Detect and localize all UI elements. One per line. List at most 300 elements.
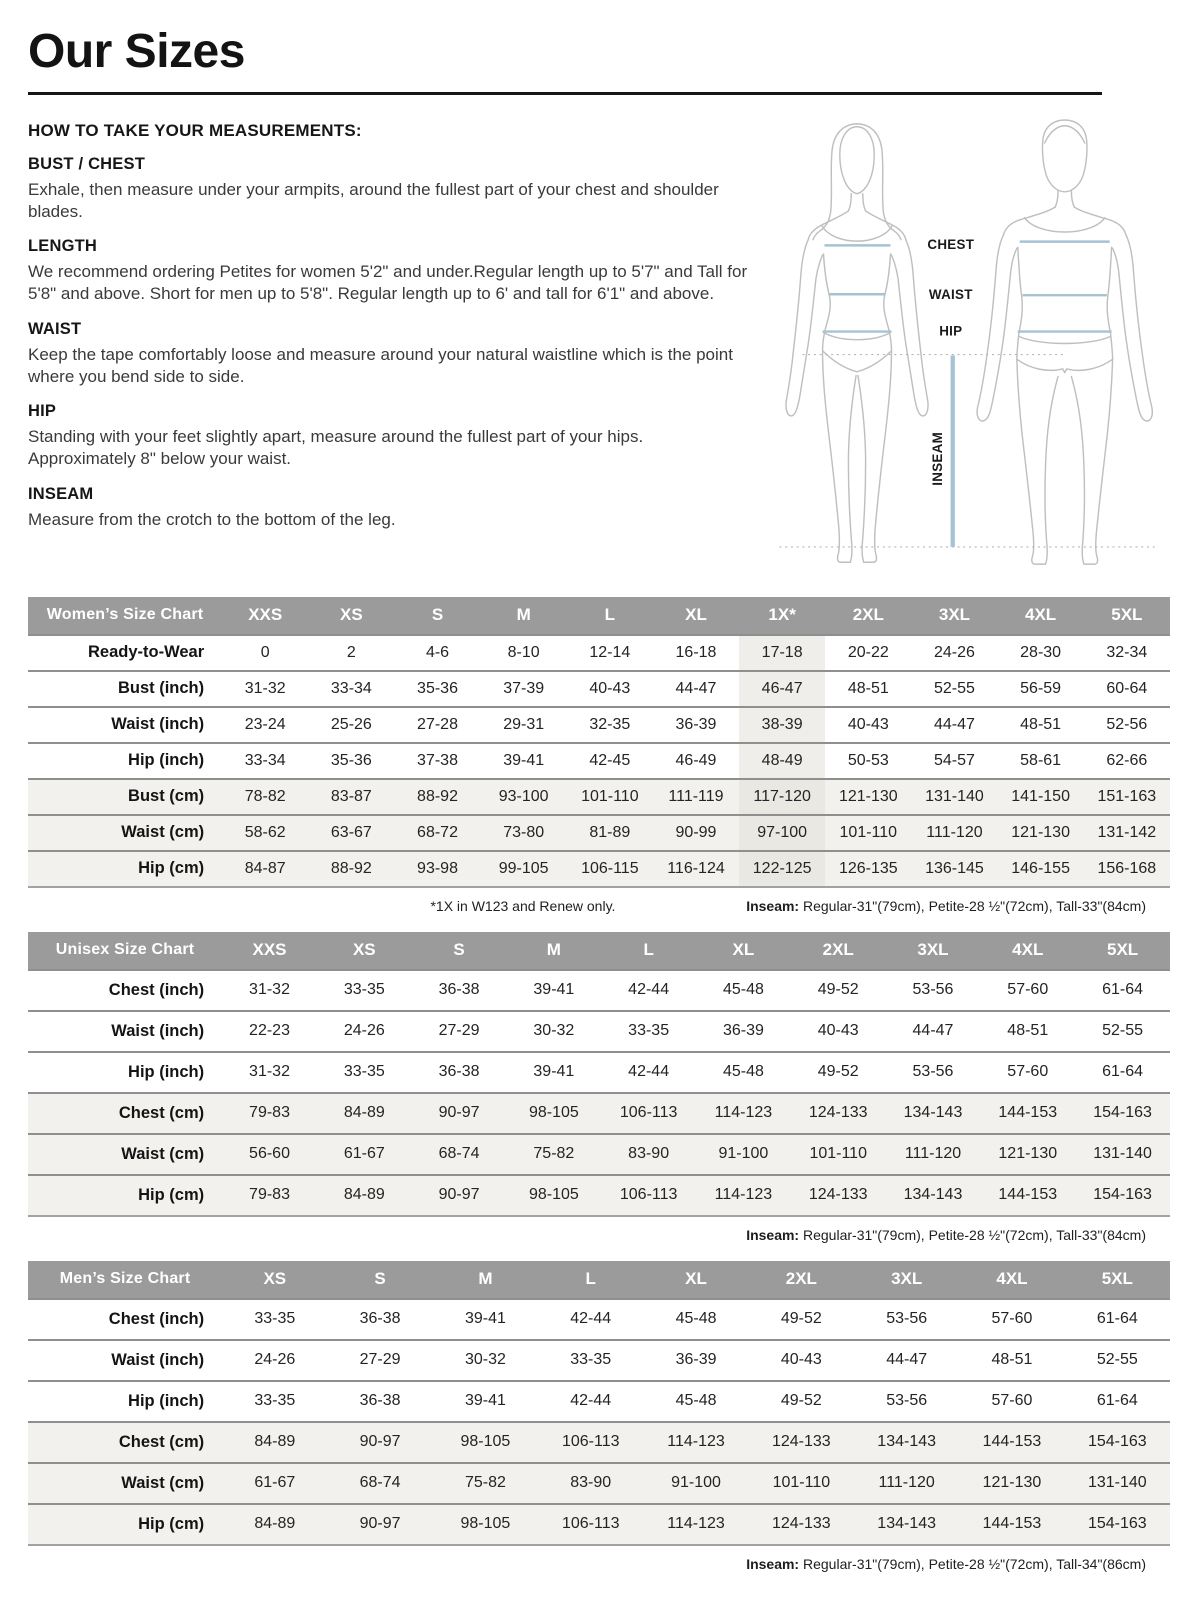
row-label: Waist (inch) [111, 715, 205, 734]
size-cell: 25-26 [330, 715, 372, 733]
size-cell: 33-35 [254, 1310, 296, 1328]
column-header: M [506, 932, 601, 970]
size-cell: 42-45 [589, 751, 631, 769]
size-cell: 126-135 [838, 859, 898, 877]
size-cell: 131-142 [1097, 823, 1157, 841]
column-header: XL [643, 1261, 748, 1299]
size-cell: 52-55 [1096, 1351, 1138, 1369]
size-cell: 144-153 [998, 1186, 1058, 1204]
column-header: 3XL [854, 1261, 959, 1299]
size-cell: 63-67 [330, 823, 372, 841]
onex-footnote: *1X in W123 and Renew only. [430, 897, 616, 914]
size-cell: 46-47 [739, 671, 825, 707]
column-header: 2XL [825, 597, 911, 635]
size-cell: 101-110 [809, 1145, 867, 1163]
size-cell: 106-113 [619, 1104, 678, 1122]
size-cell: 38-39 [739, 707, 825, 743]
size-cell: 136-145 [925, 859, 984, 877]
size-cell: 144-153 [982, 1515, 1042, 1533]
row-label: Hip (cm) [138, 1514, 205, 1533]
column-header: S [327, 1261, 432, 1299]
mens-size-table [28, 1261, 1170, 1546]
column-header: XL [696, 932, 791, 970]
mens-table-footnotes [28, 1556, 1146, 1572]
column-header: XXS [222, 932, 317, 970]
size-cell: 40-43 [847, 715, 889, 733]
section-title: LENGTH [28, 237, 98, 256]
womens-size-table [28, 597, 1170, 888]
size-cell: 39-41 [533, 1063, 575, 1081]
column-header: 1X* [739, 597, 825, 635]
table-row [28, 1134, 1170, 1175]
unisex-size-chart-block [28, 932, 1170, 1243]
inseam-footnote-label: Inseam: [746, 1555, 800, 1572]
size-cell: 81-89 [589, 823, 631, 841]
measurement-section-inseam [28, 485, 754, 531]
size-cell: 36-39 [675, 715, 717, 733]
size-cell: 151-163 [1097, 787, 1157, 805]
size-cell: 90-99 [675, 823, 717, 841]
size-cell: 84-89 [254, 1515, 296, 1533]
size-cell: 24-26 [254, 1351, 296, 1369]
table-row [28, 1052, 1170, 1093]
size-cell: 68-74 [438, 1145, 480, 1163]
column-header: 3XL [886, 932, 981, 970]
size-cell: 144-153 [982, 1433, 1042, 1451]
size-cell: 45-48 [675, 1310, 717, 1328]
size-cell: 40-43 [780, 1351, 822, 1369]
table-row [28, 1175, 1170, 1216]
size-cell: 27-29 [359, 1351, 401, 1369]
row-label: Chest (cm) [118, 1103, 205, 1122]
inseam-footnote-label: Inseam: [746, 897, 800, 914]
size-cell: 88-92 [330, 859, 372, 877]
inseam-footnote-text: Regular-31"(79cm), Petite-28 ½"(72cm), Tall-33"(84cm) [799, 897, 1146, 914]
size-cell: 39-41 [464, 1392, 506, 1410]
size-cell: 134-143 [903, 1104, 963, 1122]
size-cell: 44-47 [675, 679, 717, 697]
table-row [28, 970, 1170, 1011]
size-cell: 54-57 [933, 751, 975, 769]
inseam-footnote [746, 1556, 1146, 1572]
column-header: L [567, 597, 653, 635]
table-title: Unisex Size Chart [28, 932, 222, 970]
size-cell: 131-140 [1087, 1474, 1147, 1492]
table-row [28, 743, 1170, 779]
size-cell: 144-153 [998, 1104, 1058, 1122]
column-header: 4XL [980, 932, 1075, 970]
size-cell: 73-80 [503, 823, 545, 841]
size-cell: 58-62 [244, 823, 286, 841]
size-cell: 8-10 [507, 643, 540, 661]
size-cell: 33-35 [628, 1022, 670, 1040]
size-cell: 45-48 [722, 981, 764, 999]
size-cell: 154-163 [1093, 1186, 1152, 1204]
size-cell: 93-98 [417, 859, 458, 877]
size-cell: 106-115 [581, 859, 639, 877]
measurement-instructions-row [28, 115, 1170, 579]
column-header: XS [308, 597, 394, 635]
size-cell: 134-143 [903, 1186, 963, 1204]
size-cell: 90-97 [359, 1433, 401, 1451]
section-body: We recommend ordering Petites for women 5'2" and under.Regular length up to 5'7" and Tall for 5'8" and above. Short for men up to 5'8". Regular length up to 6' and tall for 6'1" and above. [28, 262, 748, 304]
size-cell: 78-82 [244, 787, 286, 805]
size-cell: 52-55 [1102, 1022, 1144, 1040]
measurement-section-hip [28, 402, 754, 470]
page-title: Our Sizes [28, 25, 245, 78]
size-cell: 42-44 [628, 981, 670, 999]
size-cell: 79-83 [249, 1104, 290, 1122]
column-header: 2XL [791, 932, 886, 970]
size-cell: 36-39 [722, 1022, 764, 1040]
size-cell: 84-89 [343, 1104, 385, 1122]
size-cell: 33-35 [343, 981, 385, 999]
inseam-footnote [746, 898, 1146, 914]
section-title: INSEAM [28, 484, 94, 503]
size-cell: 16-18 [675, 643, 717, 661]
table-row [28, 1504, 1170, 1545]
size-cell: 98-105 [460, 1433, 511, 1451]
table-row [28, 815, 1170, 851]
title-divider [28, 92, 1102, 95]
size-cell: 75-82 [464, 1474, 506, 1492]
section-body: Keep the tape comfortably loose and measure around your natural waistline which is the point where you bend side to side. [28, 344, 733, 386]
column-header: M [433, 1261, 538, 1299]
row-label: Hip (cm) [138, 1185, 205, 1204]
row-label: Bust (inch) [117, 679, 205, 698]
size-cell: 48-51 [991, 1351, 1033, 1369]
size-cell: 141-150 [1011, 787, 1070, 805]
size-cell: 36-38 [438, 981, 480, 999]
size-cell: 56-59 [1020, 679, 1062, 697]
size-cell: 88-92 [417, 787, 458, 805]
size-cell: 32-34 [1106, 643, 1148, 661]
size-cell: 61-64 [1096, 1310, 1138, 1328]
section-body: Exhale, then measure under your armpits, around the fullest part of your chest and shoulder blades. [28, 179, 719, 221]
table-row [28, 635, 1170, 671]
table-row [28, 707, 1170, 743]
column-header: L [601, 932, 696, 970]
size-cell: 97-100 [739, 815, 825, 851]
womens-table-footnotes [28, 898, 1146, 914]
inseam-footnote-text: Regular-31"(79cm), Petite-28 ½"(72cm), Tall-34"(86cm) [799, 1555, 1146, 1572]
row-label: Hip (inch) [128, 751, 205, 770]
row-label: Waist (cm) [121, 1144, 205, 1163]
column-header: XXS [222, 597, 308, 635]
size-cell: 83-87 [330, 787, 372, 805]
table-row [28, 1011, 1170, 1052]
table-row [28, 1422, 1170, 1463]
how-to-heading: HOW TO TAKE YOUR MEASUREMENTS: [28, 120, 362, 140]
size-cell: 48-51 [1020, 715, 1062, 733]
size-cell: 50-53 [847, 751, 889, 769]
size-cell: 98-105 [460, 1515, 511, 1533]
size-cell: 111-119 [668, 787, 724, 805]
size-cell: 31-32 [244, 679, 286, 697]
measurement-section-length [28, 237, 754, 305]
row-label: Hip (cm) [138, 859, 205, 878]
column-header: 4XL [998, 597, 1084, 635]
size-cell: 114-123 [667, 1515, 725, 1533]
size-cell: 28-30 [1020, 643, 1062, 661]
size-cell: 4-6 [425, 643, 450, 661]
size-cell: 156-168 [1097, 859, 1157, 877]
size-cell: 101-110 [839, 823, 898, 841]
section-title: BUST / CHEST [28, 154, 145, 173]
size-cell: 91-100 [671, 1474, 721, 1492]
size-cell: 98-105 [528, 1104, 579, 1122]
table-row [28, 779, 1170, 815]
table-title: Men’s Size Chart [28, 1261, 222, 1299]
size-cell: 57-60 [991, 1392, 1033, 1410]
size-cell: 35-36 [330, 751, 372, 769]
size-cell: 111-120 [878, 1474, 935, 1492]
size-cell: 83-90 [570, 1474, 612, 1492]
size-cell: 68-72 [417, 823, 458, 841]
size-cell: 27-28 [417, 715, 458, 733]
size-cell: 57-60 [991, 1310, 1033, 1328]
column-header: M [481, 597, 567, 635]
column-header: 5XL [1075, 932, 1170, 970]
size-cell: 33-35 [343, 1063, 385, 1081]
size-cell: 27-29 [438, 1022, 480, 1040]
size-cell: 33-35 [254, 1392, 296, 1410]
size-cell: 90-97 [359, 1515, 401, 1533]
table-row [28, 671, 1170, 707]
size-cell: 90-97 [438, 1186, 480, 1204]
size-cell: 62-66 [1106, 751, 1148, 769]
inseam-footnote-text: Regular-31"(79cm), Petite-28 ½"(72cm), Tall-33"(84cm) [799, 1226, 1146, 1243]
size-cell: 124-133 [771, 1515, 831, 1533]
column-header: 2XL [749, 1261, 854, 1299]
waist-label: WAIST [928, 286, 973, 302]
size-cell: 117-120 [739, 779, 825, 815]
size-cell: 99-105 [498, 859, 549, 877]
row-label: Chest (inch) [108, 980, 205, 999]
column-header: 5XL [1065, 1261, 1170, 1299]
size-cell: 101-110 [772, 1474, 831, 1492]
size-cell: 52-55 [933, 679, 975, 697]
size-cell: 49-52 [780, 1392, 822, 1410]
size-cell: 36-38 [438, 1063, 480, 1081]
mens-size-chart-block [28, 1261, 1170, 1572]
size-cell: 24-26 [343, 1022, 385, 1040]
size-cell: 84-87 [244, 859, 286, 877]
column-header: XS [222, 1261, 327, 1299]
size-cell: 20-22 [847, 643, 889, 661]
size-cell: 22-23 [249, 1022, 290, 1040]
size-cell: 24-26 [933, 643, 975, 661]
female-figure-illustration [786, 124, 928, 562]
size-cell: 75-82 [533, 1145, 575, 1163]
size-cell: 154-163 [1087, 1433, 1147, 1451]
measurement-diagram [768, 109, 1170, 579]
inseam-footnote [746, 1227, 1146, 1243]
size-cell: 52-56 [1106, 715, 1148, 733]
size-cell: 17-18 [739, 635, 825, 671]
size-cell: 44-47 [912, 1022, 954, 1040]
size-cell: 154-163 [1087, 1515, 1147, 1533]
size-cell: 53-56 [886, 1310, 928, 1328]
size-cell: 37-39 [503, 679, 545, 697]
size-cell: 61-64 [1102, 981, 1144, 999]
table-title: Women’s Size Chart [28, 597, 222, 635]
size-cell: 36-38 [359, 1310, 401, 1328]
measurement-section-bust-chest [28, 155, 754, 223]
size-cell: 0 [260, 643, 270, 661]
table-row [28, 1299, 1170, 1340]
size-cell: 42-44 [570, 1310, 612, 1328]
size-cell: 114-123 [714, 1104, 773, 1122]
row-label: Bust (cm) [128, 787, 205, 806]
size-cell: 53-56 [912, 981, 954, 999]
table-row [28, 1340, 1170, 1381]
size-cell: 53-56 [886, 1392, 928, 1410]
section-body: Standing with your feet slightly apart, measure around the fullest part of your hips. Approximately 8" below your waist. [28, 427, 644, 469]
size-cell: 61-67 [254, 1474, 296, 1492]
size-cell: 37-38 [417, 751, 458, 769]
male-figure-illustration [977, 120, 1152, 564]
section-title: WAIST [28, 319, 82, 338]
inseam-footnote-label: Inseam: [746, 1226, 800, 1243]
size-cell: 116-124 [667, 859, 725, 877]
womens-size-chart-block [28, 597, 1170, 914]
size-cell: 121-130 [1011, 823, 1070, 841]
row-label: Hip (inch) [128, 1062, 205, 1081]
size-cell: 91-100 [718, 1145, 769, 1163]
size-cell: 98-105 [528, 1186, 579, 1204]
unisex-size-table [28, 932, 1170, 1217]
chest-label: CHEST [927, 237, 975, 253]
size-cell: 154-163 [1093, 1104, 1152, 1122]
size-cell: 124-133 [808, 1104, 868, 1122]
size-cell: 111-120 [926, 823, 983, 841]
table-row [28, 1093, 1170, 1134]
body-measurement-illustration [768, 109, 1170, 579]
size-cell: 121-130 [838, 787, 898, 805]
size-cell: 124-133 [771, 1433, 831, 1451]
size-cell: 106-113 [619, 1186, 678, 1204]
size-cell: 101-110 [581, 787, 639, 805]
size-cell: 32-35 [589, 715, 631, 733]
size-cell: 106-113 [561, 1515, 620, 1533]
size-cell: 31-32 [249, 1063, 290, 1081]
inseam-label: INSEAM [930, 431, 946, 486]
size-cell: 93-100 [498, 787, 549, 805]
size-cell: 35-36 [417, 679, 458, 697]
section-title: HIP [28, 402, 57, 421]
size-cell: 33-34 [244, 751, 286, 769]
size-cell: 46-49 [675, 751, 717, 769]
size-cell: 39-41 [464, 1310, 506, 1328]
size-cell: 49-52 [817, 1063, 859, 1081]
size-cell: 30-32 [533, 1022, 575, 1040]
column-header: 3XL [911, 597, 997, 635]
row-label: Chest (inch) [108, 1309, 205, 1328]
size-cell: 90-97 [438, 1104, 480, 1122]
row-label: Ready-to-Wear [87, 643, 205, 662]
size-cell: 114-123 [667, 1433, 725, 1451]
size-cell: 60-64 [1106, 679, 1148, 697]
size-cell: 48-51 [1007, 1022, 1049, 1040]
row-label: Waist (cm) [121, 1473, 205, 1492]
column-header: L [538, 1261, 643, 1299]
size-cell: 33-34 [330, 679, 372, 697]
size-cell: 42-44 [628, 1063, 670, 1081]
size-cell: 30-32 [464, 1351, 506, 1369]
column-header: S [394, 597, 480, 635]
size-cell: 36-39 [675, 1351, 717, 1369]
unisex-table-footnotes [28, 1227, 1146, 1243]
size-cell: 23-24 [244, 715, 286, 733]
size-cell: 134-143 [877, 1433, 937, 1451]
row-label: Waist (inch) [111, 1350, 205, 1369]
column-header: XL [653, 597, 739, 635]
measurement-instructions [28, 115, 768, 579]
size-cell: 114-123 [714, 1186, 773, 1204]
column-header: 5XL [1084, 597, 1170, 635]
size-cell: 40-43 [817, 1022, 859, 1040]
row-label: Waist (cm) [121, 823, 205, 842]
table-row [28, 851, 1170, 887]
size-cell: 58-61 [1020, 751, 1062, 769]
column-header: XS [317, 932, 412, 970]
size-cell: 33-35 [570, 1351, 612, 1369]
size-cell: 79-83 [249, 1186, 290, 1204]
size-cell: 111-120 [904, 1145, 962, 1163]
size-cell: 29-31 [503, 715, 545, 733]
size-cell: 39-41 [503, 751, 545, 769]
size-cell: 48-51 [847, 679, 889, 697]
size-cell: 44-47 [933, 715, 975, 733]
size-cell: 131-140 [925, 787, 984, 805]
size-cell: 49-52 [817, 981, 859, 999]
size-cell: 131-140 [1093, 1145, 1152, 1163]
size-cell: 121-130 [998, 1145, 1058, 1163]
size-cell: 39-41 [533, 981, 575, 999]
size-cell: 106-113 [561, 1433, 620, 1451]
size-cell: 122-125 [739, 851, 825, 887]
measurement-section-waist [28, 320, 754, 388]
size-cell: 61-67 [343, 1145, 385, 1163]
size-cell: 49-52 [780, 1310, 822, 1328]
size-cell: 45-48 [722, 1063, 764, 1081]
row-label: Waist (inch) [111, 1021, 205, 1040]
row-label: Chest (cm) [118, 1432, 205, 1451]
size-cell: 134-143 [877, 1515, 937, 1533]
size-cell: 2 [346, 643, 356, 661]
size-cell: 57-60 [1007, 981, 1049, 999]
size-cell: 57-60 [1007, 1063, 1049, 1081]
size-cell: 42-44 [570, 1392, 612, 1410]
size-cell: 56-60 [249, 1145, 290, 1163]
size-cell: 40-43 [589, 679, 631, 697]
size-cell: 61-64 [1096, 1392, 1138, 1410]
hip-label: HIP [939, 323, 963, 339]
size-cell: 31-32 [249, 981, 290, 999]
size-cell: 68-74 [359, 1474, 401, 1492]
size-cell: 44-47 [886, 1351, 928, 1369]
table-row [28, 1463, 1170, 1504]
column-header: 4XL [959, 1261, 1064, 1299]
table-row [28, 1381, 1170, 1422]
size-cell: 45-48 [675, 1392, 717, 1410]
column-header: S [412, 932, 507, 970]
size-cell: 83-90 [628, 1145, 670, 1163]
size-cell: 53-56 [912, 1063, 954, 1081]
size-cell: 12-14 [589, 643, 631, 661]
size-cell: 61-64 [1102, 1063, 1144, 1081]
